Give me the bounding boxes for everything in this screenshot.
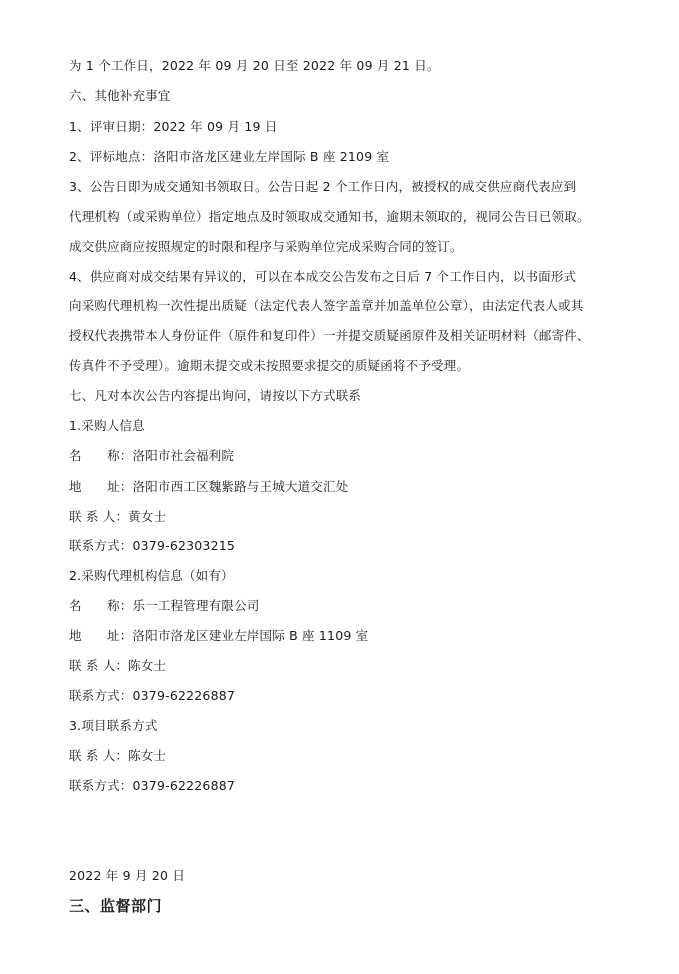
purchaser-address: 地 址：洛阳市西工区魏紫路与王城大道交汇处: [69, 479, 349, 494]
document-date: 2022 年 9 月 20 日: [69, 868, 186, 883]
notice-paragraph-3-line-1: 3、公告日即为成交通知书领取日。公告日起 2 个工作日内，被授权的成交供应商代表应到: [69, 179, 577, 194]
notice-paragraph-3-line-3: 成交供应商应按照规定的时限和程序与采购单位完成采购合同的签订。: [69, 239, 463, 254]
agency-address: 地 址：洛阳市洛龙区建业左岸国际 B 座 1109 室: [69, 628, 369, 643]
notice-paragraph-4-line-2: 向采购代理机构一次性提出质疑（法定代表人签字盖章并加盖单位公章），由法定代表人或其: [69, 298, 584, 313]
notice-paragraph-4-line-1: 4、供应商对成交结果有异议的，可以在本成交公告发布之日后 7 个工作日内，以书面形式: [69, 269, 577, 284]
section-heading-other: 六、其他补充事宜: [69, 88, 171, 103]
agency-name: 名 称：乐一工程管理有限公司: [69, 598, 260, 613]
project-contact-heading: 3.项目联系方式: [69, 718, 158, 733]
agency-phone: 联系方式：0379-62226887: [69, 688, 236, 703]
section-heading-contact: 七、凡对本次公告内容提出询问，请按以下方式联系: [69, 388, 362, 403]
project-contact-phone: 联系方式：0379-62226887: [69, 778, 236, 793]
purchaser-name: 名 称：洛阳市社会福利院: [69, 448, 235, 463]
project-contact-person: 联 系 人：陈女士: [69, 748, 167, 763]
text-line-1: 为 1 个工作日，2022 年 09 月 20 日至 2022 年 09 月 21 日。: [69, 58, 440, 73]
section-heading-supervision: 三、监督部门: [69, 897, 163, 915]
agency-info-heading: 2.采购代理机构信息（如有）: [69, 568, 234, 583]
notice-paragraph-4-line-3: 授权代表携带本人身份证件（原件和复印件）一并提交质疑函原件及相关证明材料（邮寄件、: [69, 328, 590, 343]
notice-paragraph-4-line-4: 传真件不予受理）。逾期未提交或未按照要求提交的质疑函将不予受理。: [69, 358, 470, 373]
review-date: 1、评审日期：2022 年 09 月 19 日: [69, 119, 278, 134]
purchaser-info-heading: 1.采购人信息: [69, 418, 145, 433]
purchaser-contact-person: 联 系 人：黄女士: [69, 509, 167, 524]
purchaser-phone: 联系方式：0379-62303215: [69, 538, 236, 553]
notice-paragraph-3-line-2: 代理机构（或采购单位）指定地点及时领取成交通知书，逾期未领取的，视同公告日已领取。: [69, 209, 590, 224]
agency-contact-person: 联 系 人：陈女士: [69, 658, 167, 673]
review-location: 2、评标地点：洛阳市洛龙区建业左岸国际 B 座 2109 室: [69, 149, 390, 164]
